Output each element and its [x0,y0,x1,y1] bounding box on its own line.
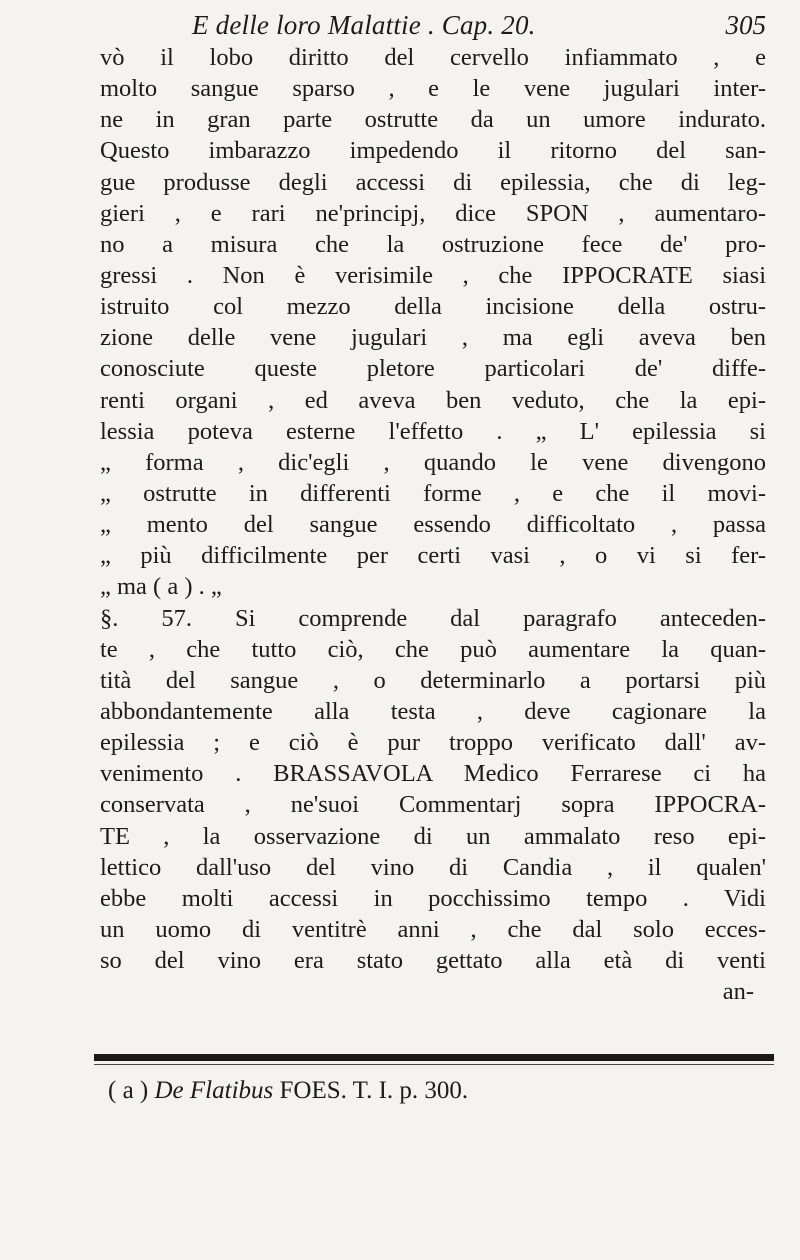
body-text [100,42,766,1007]
text-line: istruito col mezzo della incisione della ostru- [100,293,766,321]
text-line: „ mento del sangue essendo difficoltato , passa [100,511,766,539]
text-line: „ ma ( a ) . „ [100,573,222,601]
text-line: zione delle vene jugulari , ma egli aveva ben [100,324,766,352]
footnote-marker: ( a ) [108,1077,149,1104]
catchword: an- [722,978,754,1006]
text-line: „ più difficilmente per certi vasi , o vi si fer- [100,542,766,570]
footnote-source: De Flatibus [154,1077,274,1104]
footnote-reference: FOES. T. I. p. 300. [279,1077,469,1104]
text-line: tità del sangue , o determinarlo a portarsi più [100,666,766,694]
text-line: te , che tutto ciò, che può aumentare la quan- [100,635,766,663]
text-line: renti organi , ed aveva ben veduto, che la epi- [100,386,766,414]
footnote-rule-thick [94,1054,774,1061]
text-line: conservata , ne'suoi Commentarj sopra IPPOCRA- [100,791,766,819]
text-line: gieri , e rari ne'principj, dice SPON , aumentaro- [100,199,766,227]
text-line: so del vino era stato gettato alla età di venti [100,947,766,975]
text-line: „ forma , dic'egli , quando le vene divengono [100,448,766,476]
text-line: TE , la osservazione di un ammalato reso epi- [100,822,766,850]
text-line: gressi . Non è verisimile , che IPPOCRATE siasi [100,261,766,289]
text-line: abbondantemente alla testa , deve cagionare la [100,697,766,725]
text-line: no a misura che la ostruzione fece de' pro- [100,230,766,258]
running-title: E delle loro Malattie . Cap. 20. [192,10,536,40]
text-line: lessia poteva esterne l'effetto . „ L' epilessia si [100,417,766,445]
text-line: molto sangue sparso , e le vene jugulari inter- [100,75,766,103]
page-number: 305 [725,10,766,40]
text-line: epilessia ; e ciò è pur troppo verificato dall' av- [100,729,766,757]
text-line: vò il lobo diritto del cervello infiammato , e [100,44,766,71]
footnote [108,1077,468,1105]
text-line: ebbe molti accessi in pocchissimo tempo . Vidi [100,884,766,912]
text-line: ne in gran parte ostrutte da un umore indurato. [100,106,766,134]
text-line: „ ostrutte in differenti forme , e che il movi- [100,479,766,507]
text-line: lettico dall'uso del vino di Candia , il qualen' [100,853,766,881]
text-line: §. 57. Si comprende dal paragrafo anteceden- [100,604,766,632]
text-line: Questo imbarazzo impedendo il ritorno del san- [100,137,766,165]
text-line: gue produsse degli accessi di epilessia, che di leg- [100,168,766,196]
text-line: venimento . BRASSAVOLA Medico Ferrarese ci ha [100,760,766,788]
footnote-rule-thin [94,1064,774,1065]
text-line: un uomo di ventitrè anni , che dal solo ecces- [100,915,766,943]
text-line: conosciute queste pletore particolari de' diffe- [100,355,766,383]
